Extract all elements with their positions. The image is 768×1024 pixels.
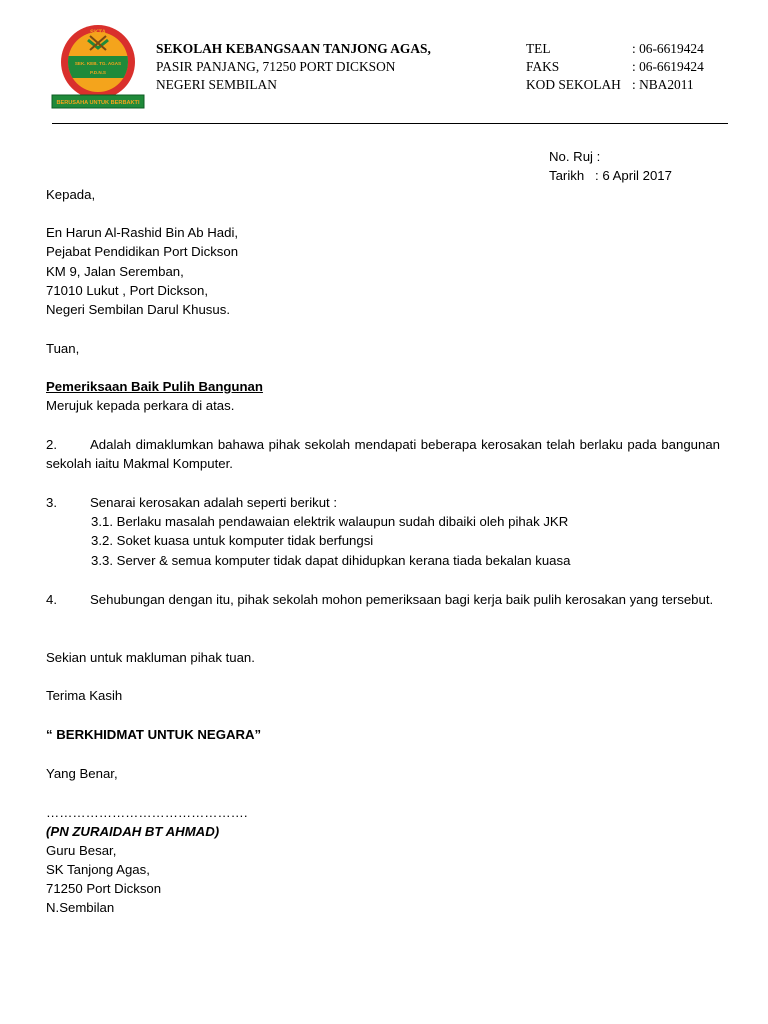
date-line [549, 166, 672, 185]
recipient-address-line3: Negeri Sembilan Darul Khusus. [46, 302, 230, 317]
paragraph-4-number: 4. [46, 592, 57, 607]
school-code-value: : NBA2011 [632, 77, 694, 92]
school-crest-logo [50, 22, 146, 110]
paragraph-4-text: Sehubungan dengan itu, pihak sekolah mohon pemeriksaan bagi kerja baik pulih kerosakan yang tersebut. [90, 592, 714, 607]
recipient-office: Pejabat Pendidikan Port Dickson [46, 244, 239, 259]
school-address-line2: NEGERI SEMBILAN [156, 77, 277, 92]
school-code-label: KOD SEKOLAH [526, 77, 621, 92]
signature-line: ………………………………………. [46, 805, 248, 820]
paragraph-2-line2: sekolah iaitu Makmal Komputer. [46, 456, 233, 471]
signer-school: SK Tanjong Agas, [46, 862, 150, 877]
paragraph-3-text: Senarai kerosakan adalah seperti berikut : [90, 495, 338, 510]
paragraph-2-line1 [46, 435, 720, 454]
subject-heading: Pemeriksaan Baik Pulih Bangunan [46, 379, 263, 394]
closing-line: Sekian untuk makluman pihak tuan. [46, 650, 255, 665]
reference-number-label: No. Ruj : [549, 149, 601, 164]
thanks-line: Terima Kasih [46, 688, 123, 703]
crest-code-lettering: P.D.N.S [90, 70, 106, 75]
greeting: Tuan, [46, 341, 80, 356]
damage-item-3: 3.3. Server & semua komputer tidak dapat dihidupkan kerana tiada bekalan kuasa [91, 553, 571, 568]
recipient-address-line2: 71010 Lukut , Port Dickson, [46, 283, 209, 298]
yours-faithfully: Yang Benar, [46, 766, 118, 781]
tel-value: : 06-6619424 [632, 41, 704, 56]
paragraph-3-number: 3. [46, 495, 57, 510]
recipient-address-line1: KM 9, Jalan Seremban, [46, 264, 184, 279]
salutation-to: Kepada, [46, 187, 96, 202]
date-value: : 6 April 2017 [595, 168, 672, 183]
school-name-text: SEKOLAH KEBANGSAAN TANJONG AGAS, [156, 41, 431, 56]
paragraph-3 [46, 493, 337, 512]
contact-school-code [526, 76, 694, 94]
crest-mid-lettering: SEK. KEB. TG. AGAS [74, 61, 122, 66]
date-label: Tarikh [549, 168, 585, 183]
crest-ribbon-lettering: BERUSAHA UNTUK BERBAKTI [56, 100, 140, 106]
recipient-name: En Harun Al-Rashid Bin Ab Hadi, [46, 225, 239, 240]
signer-state: N.Sembilan [46, 900, 115, 915]
fax-label: FAKS [526, 59, 560, 74]
motto-line: “ BERKHIDMAT UNTUK NEGARA” [46, 727, 262, 742]
damage-item-2: 3.2. Soket kuasa untuk komputer tidak berfungsi [91, 533, 374, 548]
paragraph-2-text: Adalah dimaklumkan bahawa pihak sekolah mendapati beberapa kerosakan telah berlaku pada bangunan [90, 437, 720, 452]
signer-postcode-town: 71250 Port Dickson [46, 881, 162, 896]
damage-item-1: 3.1. Berlaku masalah pendawaian elektrik walaupun sudah dibaiki oleh pihak JKR [91, 514, 569, 529]
paragraph-2-number: 2. [46, 437, 57, 452]
fax-value: : 06-6619424 [632, 59, 704, 74]
letterhead-divider [52, 123, 728, 124]
paragraph-4 [46, 590, 713, 609]
tel-label: TEL [526, 41, 551, 56]
school-address-line1: PASIR PANJANG, 71250 PORT DICKSON [156, 59, 396, 74]
signer-title: Guru Besar, [46, 843, 117, 858]
school-name [156, 40, 431, 58]
school-crest-icon [50, 22, 146, 110]
contact-tel [526, 40, 704, 58]
contact-fax [526, 58, 704, 76]
signer-name: (PN ZURAIDAH BT AHMAD) [46, 824, 220, 839]
intro-line: Merujuk kepada perkara di atas. [46, 398, 235, 413]
crest-top-lettering: SKTA [90, 30, 106, 36]
